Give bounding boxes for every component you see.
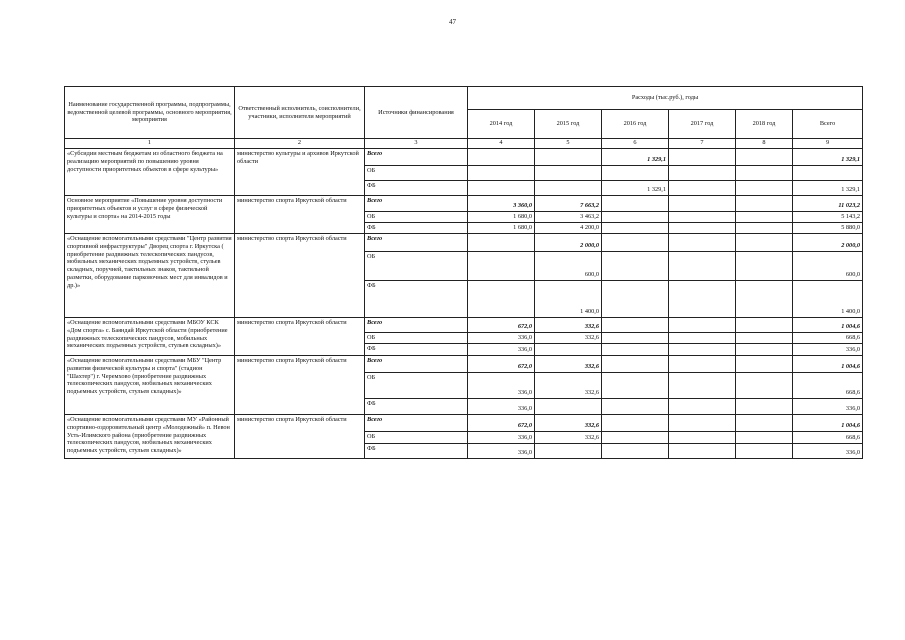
funding-source: ОБ bbox=[365, 251, 468, 280]
header-year: 2015 год bbox=[535, 110, 602, 139]
year-value bbox=[535, 181, 602, 196]
total-value: 1 004,6 bbox=[793, 317, 863, 332]
funding-source: ОБ bbox=[365, 166, 468, 181]
year-value: 332,6 bbox=[535, 332, 602, 343]
year-value bbox=[736, 233, 793, 251]
year-value bbox=[602, 166, 669, 181]
year-value: 336,0 bbox=[468, 443, 535, 458]
year-value: 1 329,1 bbox=[602, 149, 669, 166]
funding-source: ФБ bbox=[365, 223, 468, 234]
year-value: 672,0 bbox=[468, 355, 535, 372]
year-value bbox=[669, 414, 736, 431]
total-value: 2 000,0 bbox=[793, 233, 863, 251]
column-number: 3 bbox=[365, 139, 468, 149]
funding-source: ФБ bbox=[365, 343, 468, 355]
measure-name: «Оснащение вспомогательными средствами МУ «Районный спортивно-оздоровительный центр «Молодежный» п. Невон Усть-Илимского района (приобретение раздвижных телескопических пандусов, мобильных механических подъемных устройств, стульев складных)» bbox=[65, 414, 235, 458]
column-number-row bbox=[65, 139, 863, 149]
year-value: 3 360,0 bbox=[468, 196, 535, 212]
year-value bbox=[736, 317, 793, 332]
year-value bbox=[535, 443, 602, 458]
year-value bbox=[669, 431, 736, 443]
table-row bbox=[65, 233, 863, 251]
year-value bbox=[602, 280, 669, 317]
year-value bbox=[669, 398, 736, 414]
header-source: Источники финансирования bbox=[365, 87, 468, 139]
total-value: 11 023,2 bbox=[793, 196, 863, 212]
year-value bbox=[468, 149, 535, 166]
year-value bbox=[736, 166, 793, 181]
funding-source: ОБ bbox=[365, 332, 468, 343]
year-value: 1 400,0 bbox=[535, 280, 602, 317]
year-value bbox=[669, 149, 736, 166]
year-value bbox=[602, 196, 669, 212]
year-value bbox=[736, 355, 793, 372]
column-number: 2 bbox=[235, 139, 365, 149]
column-number: 9 bbox=[793, 139, 863, 149]
column-number: 6 bbox=[602, 139, 669, 149]
total-value: 1 400,0 bbox=[793, 280, 863, 317]
year-value bbox=[468, 181, 535, 196]
funding-source: Всего bbox=[365, 196, 468, 212]
year-value bbox=[602, 372, 669, 398]
table-row bbox=[65, 196, 863, 212]
measure-executor: министерство культуры и архивов Иркутской области bbox=[235, 149, 365, 196]
year-value bbox=[736, 149, 793, 166]
year-value bbox=[669, 355, 736, 372]
total-value: 336,0 bbox=[793, 398, 863, 414]
year-value bbox=[736, 251, 793, 280]
year-value: 336,0 bbox=[468, 332, 535, 343]
year-value bbox=[669, 280, 736, 317]
column-number: 5 bbox=[535, 139, 602, 149]
funding-source: ФБ bbox=[365, 398, 468, 414]
year-value bbox=[736, 223, 793, 234]
year-value: 3 463,2 bbox=[535, 212, 602, 223]
column-number: 8 bbox=[736, 139, 793, 149]
funding-source: ОБ bbox=[365, 431, 468, 443]
table-row bbox=[65, 355, 863, 372]
year-value: 332,6 bbox=[535, 431, 602, 443]
year-value bbox=[535, 343, 602, 355]
year-value: 1 680,0 bbox=[468, 223, 535, 234]
year-value bbox=[468, 166, 535, 181]
table-row bbox=[65, 149, 863, 166]
header-year: 2017 год bbox=[669, 110, 736, 139]
year-value: 332,6 bbox=[535, 414, 602, 431]
total-value: 668,6 bbox=[793, 431, 863, 443]
table-header bbox=[65, 87, 863, 149]
funding-source: Всего bbox=[365, 233, 468, 251]
year-value bbox=[602, 251, 669, 280]
year-value bbox=[736, 181, 793, 196]
measure-executor: министерство спорта Иркутской области bbox=[235, 355, 365, 414]
year-value bbox=[468, 251, 535, 280]
total-value: 600,0 bbox=[793, 251, 863, 280]
column-number: 7 bbox=[669, 139, 736, 149]
year-value: 4 200,0 bbox=[535, 223, 602, 234]
year-value bbox=[669, 251, 736, 280]
year-value bbox=[602, 223, 669, 234]
year-value bbox=[602, 355, 669, 372]
year-value bbox=[669, 332, 736, 343]
funding-source: ФБ bbox=[365, 181, 468, 196]
year-value: 1 680,0 bbox=[468, 212, 535, 223]
year-value bbox=[468, 233, 535, 251]
year-value: 332,6 bbox=[535, 317, 602, 332]
measure-name: «Субсидии местным бюджетам из областного бюджета на реализацию мероприятий по повышению уровня доступности приоритетных объектов в сфере культуры» bbox=[65, 149, 235, 196]
year-value bbox=[736, 343, 793, 355]
total-value: 1 004,6 bbox=[793, 355, 863, 372]
year-value bbox=[669, 223, 736, 234]
year-value: 336,0 bbox=[468, 398, 535, 414]
funding-source: Всего bbox=[365, 355, 468, 372]
total-value: 668,6 bbox=[793, 372, 863, 398]
year-value bbox=[669, 181, 736, 196]
measure-executor: министерство спорта Иркутской области bbox=[235, 233, 365, 317]
year-value bbox=[669, 166, 736, 181]
total-value: 1 329,1 bbox=[793, 181, 863, 196]
year-value bbox=[602, 343, 669, 355]
funding-source: ОБ bbox=[365, 372, 468, 398]
funding-source: ФБ bbox=[365, 443, 468, 458]
year-value bbox=[736, 398, 793, 414]
funding-source: ФБ bbox=[365, 280, 468, 317]
total-value: 1 004,6 bbox=[793, 414, 863, 431]
column-number: 4 bbox=[468, 139, 535, 149]
total-value: 668,6 bbox=[793, 332, 863, 343]
total-value: 5 880,0 bbox=[793, 223, 863, 234]
year-value bbox=[535, 398, 602, 414]
year-value bbox=[669, 196, 736, 212]
total-value: 336,0 bbox=[793, 443, 863, 458]
page-number: 47 bbox=[449, 18, 456, 26]
year-value bbox=[602, 212, 669, 223]
funding-source: ОБ bbox=[365, 212, 468, 223]
year-value: 332,6 bbox=[535, 372, 602, 398]
year-value: 336,0 bbox=[468, 343, 535, 355]
column-number: 1 bbox=[65, 139, 235, 149]
year-value bbox=[669, 212, 736, 223]
year-value bbox=[535, 149, 602, 166]
header-year: 2018 год bbox=[736, 110, 793, 139]
header-expenses: Расходы (тыс.руб.), годы bbox=[468, 87, 863, 110]
total-value bbox=[793, 166, 863, 181]
header-total: Всего bbox=[793, 110, 863, 139]
measure-executor: министерство спорта Иркутской области bbox=[235, 317, 365, 355]
table-row bbox=[65, 414, 863, 431]
year-value bbox=[602, 431, 669, 443]
header-year: 2014 год bbox=[468, 110, 535, 139]
year-value: 672,0 bbox=[468, 414, 535, 431]
header-executor: Ответственный исполнитель, соисполнители, участники, исполнители мероприятий bbox=[235, 87, 365, 139]
year-value bbox=[736, 414, 793, 431]
year-value bbox=[669, 443, 736, 458]
year-value bbox=[736, 443, 793, 458]
year-value bbox=[669, 343, 736, 355]
year-value: 2 000,0 bbox=[535, 233, 602, 251]
year-value bbox=[602, 233, 669, 251]
year-value bbox=[669, 233, 736, 251]
measure-name: Основное мероприятие «Повышение уровня доступности приоритетных объектов и услуг в сфере физической культуры и спорта» на 2014-2015 годы bbox=[65, 196, 235, 234]
table-row bbox=[65, 317, 863, 332]
year-value bbox=[602, 398, 669, 414]
year-value bbox=[736, 372, 793, 398]
year-value bbox=[669, 317, 736, 332]
total-value: 1 329,1 bbox=[793, 149, 863, 166]
year-value bbox=[736, 280, 793, 317]
funding-source: Всего bbox=[365, 317, 468, 332]
table-body bbox=[65, 149, 863, 459]
year-value: 672,0 bbox=[468, 317, 535, 332]
measure-name: «Оснащение вспомогательными средствами МБУ "Центр развития физической культуры и спорта" (стадион "Шахтер") г. Черемхово (приобретение раздвижных телескопических пандусов, мобильных механических подъемных устройств, стульев складных)» bbox=[65, 355, 235, 414]
year-value bbox=[468, 280, 535, 317]
year-value bbox=[602, 332, 669, 343]
header-year: 2016 год bbox=[602, 110, 669, 139]
year-value bbox=[669, 372, 736, 398]
year-value bbox=[535, 166, 602, 181]
year-value: 336,0 bbox=[468, 372, 535, 398]
measure-executor: министерство спорта Иркутской области bbox=[235, 196, 365, 234]
header-name: Наименование государственной программы, подпрограммы, ведомственной целевой программы, основного мероприятия, мероприятия bbox=[65, 87, 235, 139]
year-value: 7 663,2 bbox=[535, 196, 602, 212]
measure-name: «Оснащение вспомогательными средствами МБОУ КСК «Дом спорта» с. Баяндай Иркутской области (приобретение раздвижных телескопических пандусов, мобильных механических подъемных устройств, стульев складных)» bbox=[65, 317, 235, 355]
year-value: 332,6 bbox=[535, 355, 602, 372]
year-value: 336,0 bbox=[468, 431, 535, 443]
year-value: 1 329,1 bbox=[602, 181, 669, 196]
total-value: 5 143,2 bbox=[793, 212, 863, 223]
year-value bbox=[602, 317, 669, 332]
funding-source: Всего bbox=[365, 149, 468, 166]
year-value bbox=[736, 431, 793, 443]
year-value bbox=[602, 443, 669, 458]
year-value bbox=[736, 332, 793, 343]
year-value bbox=[736, 212, 793, 223]
year-value bbox=[736, 196, 793, 212]
expenses-table bbox=[64, 86, 863, 459]
year-value bbox=[602, 414, 669, 431]
measure-name: «Оснащение вспомогательными средствами "Центр развития спортивной инфраструктуры" Дворец спорта г. Иркутска ( приобретение раздвижных телескопических пандусов, мобильных механических подъемных устройств, стульев складных, поручней, тактильных знаков, тактильной разметки, оборудование парковочных мест для инвалидов и др.)» bbox=[65, 233, 235, 317]
measure-executor: министерство спорта Иркутской области bbox=[235, 414, 365, 458]
total-value: 336,0 bbox=[793, 343, 863, 355]
year-value: 600,0 bbox=[535, 251, 602, 280]
funding-source: Всего bbox=[365, 414, 468, 431]
